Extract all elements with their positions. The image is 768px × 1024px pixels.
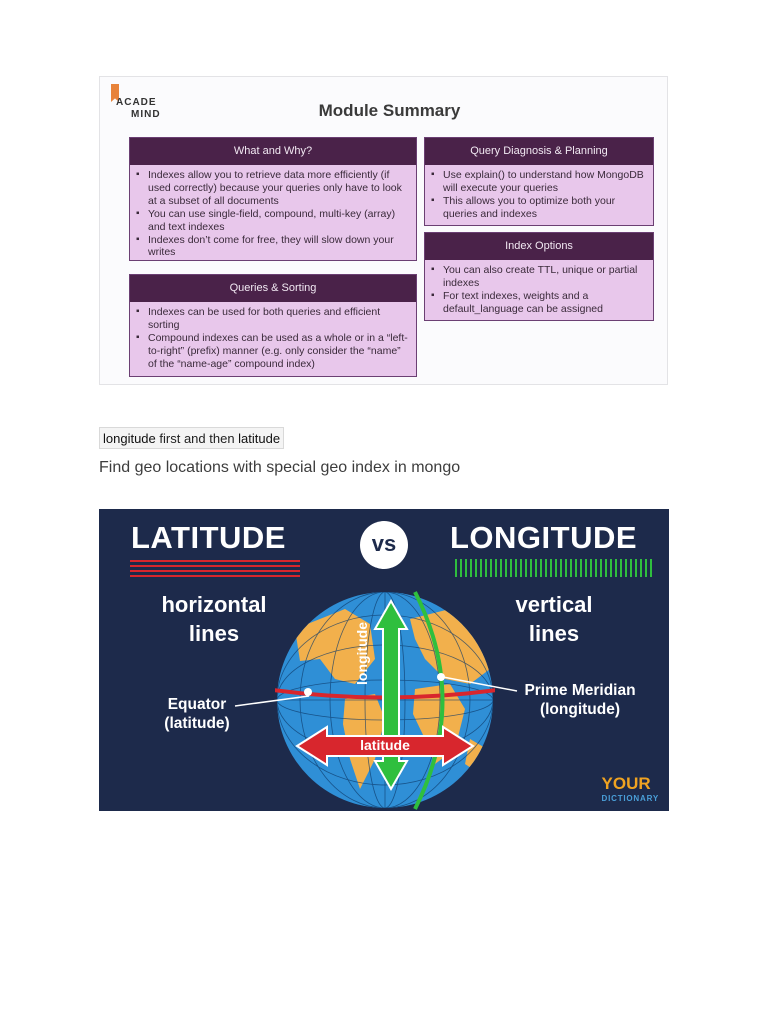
equator-label-line2: (latitude) xyxy=(164,715,230,732)
vs-badge: vs xyxy=(360,521,408,569)
brand-line1: YOUR xyxy=(601,774,651,793)
index-options-box xyxy=(424,232,654,321)
latitude-vs-longitude-image xyxy=(99,509,669,811)
equator-pointer xyxy=(233,692,311,712)
yourdictionary-logo xyxy=(602,774,659,803)
coordinate-order-note xyxy=(99,427,284,449)
list-item: ▪ Use explain() to understand how MongoDB will execute your queries xyxy=(443,169,645,195)
latitude-arrow-label: latitude xyxy=(360,737,410,753)
what-why-box xyxy=(129,137,417,261)
longitude-title: LONGITUDE xyxy=(450,520,638,555)
prime-meridian-line1: Prime Meridian xyxy=(524,682,636,699)
prime-meridian-label xyxy=(515,681,645,719)
list-item: ▪ Indexes don’t come for free, they will slow down your writes xyxy=(148,234,408,260)
brand-line2: DICTIONARY xyxy=(601,794,659,803)
queries-sorting-heading: Queries & Sorting xyxy=(130,275,416,302)
logo-text-line2: MIND xyxy=(131,109,161,120)
index-options-heading: Index Options xyxy=(425,233,653,260)
query-diagnosis-heading: Query Diagnosis & Planning xyxy=(425,138,653,165)
index-options-list xyxy=(425,260,653,316)
query-diagnosis-box xyxy=(424,137,654,226)
what-why-list xyxy=(130,165,416,259)
list-item: ▪ This allows you to optimize both your queries and indexes xyxy=(443,195,645,221)
vertical-label-line2: lines xyxy=(528,621,580,646)
vertical-label-line1: vertical xyxy=(515,592,593,617)
logo-text-line1: ACADE xyxy=(116,97,157,108)
prime-meridian-line2: (longitude) xyxy=(539,701,621,718)
list-item: ▪ Indexes can be used for both queries and efficient sorting xyxy=(148,306,408,332)
equator-label-line1: Equator xyxy=(167,696,227,713)
longitude-arrow-label xyxy=(349,659,439,685)
note-middle: first and then xyxy=(155,431,239,446)
module-summary-slide xyxy=(99,76,668,385)
longitude-stripes xyxy=(455,559,653,577)
latitude-stripes xyxy=(130,559,300,579)
note-longitude: longitude xyxy=(103,431,156,446)
equator-label xyxy=(157,695,237,733)
list-item: ▪ You can use single-field, compound, multi-key (array) and text indexes xyxy=(148,208,408,234)
what-why-heading: What and Why? xyxy=(130,138,416,165)
vertical-lines-label xyxy=(484,590,624,648)
note-latitude: latitude xyxy=(238,431,281,446)
slide-title: Module Summary xyxy=(318,101,461,120)
list-item: ▪ Indexes allow you to retrieve data more efficiently (if used correctly) because your queries only have to look at a subset of all documents xyxy=(148,169,408,208)
list-item: ▪ Compound indexes can be used as a whole or in a “left-to-right” (prefix) manner (e.g. only consider the “name” of the “name-age” compound index) xyxy=(148,332,408,371)
horizontal-lines-label xyxy=(144,590,284,648)
queries-sorting-list xyxy=(130,302,416,371)
queries-sorting-box xyxy=(129,274,417,377)
latitude-title: LATITUDE xyxy=(131,520,286,555)
list-item: ▪ You can also create TTL, unique or partial indexes xyxy=(443,264,645,290)
list-item: ▪ For text indexes, weights and a default_language can be assigned xyxy=(443,290,645,316)
paragraph: Find geo locations with special geo index in mongo xyxy=(99,459,461,476)
horizontal-label-line1: horizontal xyxy=(161,592,267,617)
horizontal-label-line2: lines xyxy=(188,621,240,646)
prime-meridian-pointer xyxy=(441,675,521,695)
query-diagnosis-list xyxy=(425,165,653,221)
